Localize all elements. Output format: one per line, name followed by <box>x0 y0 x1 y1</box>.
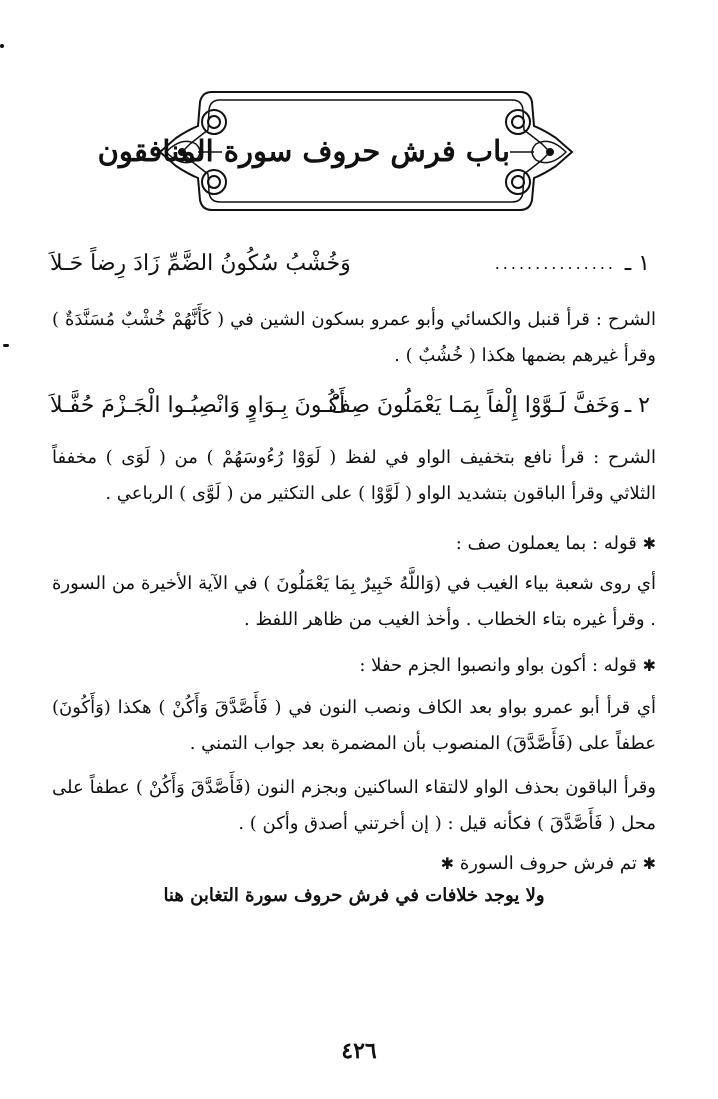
note-2-star-icon: ✱ <box>642 656 656 675</box>
verse-2-hemistich-2: أَكُـونَ بِـوَاوٍ وَانْصِبُـوا الْجَـزْمَ حُفَّـلاَ <box>50 393 346 418</box>
note-1-body <box>52 566 656 638</box>
note-2-heading <box>52 648 656 684</box>
commentary-1-text: قرأ قنبل والكسائي وأبو عمرو بسكون الشين في ( كَأَنَّهُمْ خُشْبٌ مُسَنَّدَةٌ ) وقرأ غيرهم بضمها هكذا ( خُشُبٌ ) . <box>52 309 656 366</box>
page-number: ٤٢٦ <box>341 1038 377 1064</box>
verse-2 <box>50 384 650 428</box>
commentary-2-text: قرأ نافع بتخفيف الواو في لفظ ( لَوَوْا رُءُوسَهُمْ ) من ( لَوَى ) مخففاً الثلاثي وقرأ الباقون بتشديد الواو ( لَوَّوْا ) على التكثير من ( لَوَّى ) الرباعي . <box>52 447 656 504</box>
verse-1-hemistich: وَخُشْبُ سُكُونُ الضَّمِّ زَادَ رِضاً حَـلاَ <box>50 251 351 276</box>
note-2-body-2 <box>52 770 656 842</box>
closing-star-icon-1: ✱ <box>642 854 656 873</box>
note-2-text-1: أي قرأ أبو عمرو بواو بعد الكاف ونصب النون في ( فَأَصَّدَّقَ وَأَكُنْ ) هكذا (وَأَكُونَ) عطفاً على (فَأَصَّدَّقَ) المنصوب بأن المضمرة بعد جواب التمني . <box>52 697 656 754</box>
note-2-heading-text: قوله : أكون بواو وانصبوا الجزم حفلا : <box>359 655 637 676</box>
closing-end-text: تم فرش حروف السورة <box>459 853 637 874</box>
commentary-1 <box>52 302 656 374</box>
closing-end-line <box>52 846 656 882</box>
verse-2-number: ٢ ـ <box>624 393 650 418</box>
edge-mark-right <box>3 344 9 347</box>
verse-2-hemistich-1: وَخَفَّ لَـوَّوْا إِلْفاً بِمَـا يَعْمَلُونَ صِفْ <box>328 393 620 418</box>
note-1-heading-text: قوله : بما يعملون صف : <box>455 533 637 554</box>
note-2-body-1 <box>52 690 656 762</box>
verse-1-number: ١ ـ <box>624 251 650 276</box>
chapter-title: باب فرش حروف سورة المنافقون <box>97 134 510 168</box>
note-1-heading <box>52 526 656 562</box>
note-1-text: أي روى شعبة بياء الغيب في (وَاللَّهُ خَبِيرٌ بِمَا يَعْمَلُونَ ) في الآية الأخيرة من السورة . وقرأ غيره بتاء الخطاب . وأخذ الغيب من ظاهر اللفظ . <box>52 573 656 630</box>
verse-1 <box>50 242 650 286</box>
closing-note: ولا يوجد خلافات في فرش حروف سورة التغابن هنا <box>163 885 545 906</box>
commentary-2-label: الشرح : <box>593 447 656 468</box>
closing-star-icon-2: ✱ <box>440 854 455 873</box>
verse-1-dots: ............... <box>494 254 616 273</box>
note-1-star-icon: ✱ <box>642 534 656 553</box>
chapter-header-ornament <box>97 86 580 216</box>
edge-mark-top <box>0 44 4 48</box>
commentary-1-label: الشرح : <box>595 309 656 330</box>
note-2-text-2: وقرأ الباقون بحذف الواو لالتقاء الساكنين وبجزم النون (فَأَصَّدَّقَ وَأَكُنْ ) عطفاً على محل ( فَأَصَّدَّقَ ) فكأنه قيل : ( إن أخرتني أصدق وأكن ) . <box>52 777 656 834</box>
commentary-2 <box>52 440 656 512</box>
